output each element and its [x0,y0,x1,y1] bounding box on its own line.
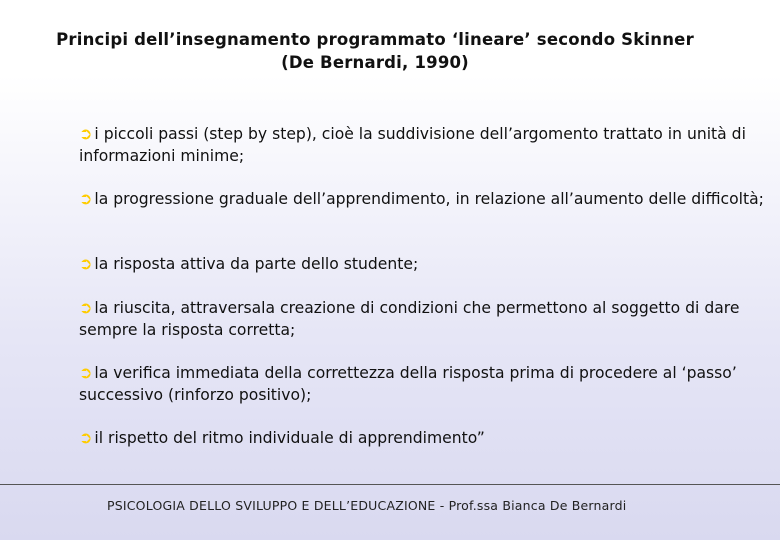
bullet-text: la progressione graduale dell’apprendimento, in relazione all’aumento delle difficoltà; [94,190,764,208]
bullet-text: il rispetto del ritmo individuale di apprendimento” [94,429,485,447]
curved-arrow-icon: ➲ [79,254,93,273]
bullet-text: la risposta attiva da parte dello studente; [94,255,419,273]
bullet-item [79,253,769,275]
bullet-text: la verifica immediata della correttezza della risposta prima di procedere al ‘passo’ successivo (rinforzo positivo); [79,364,737,404]
curved-arrow-icon: ➲ [79,363,93,382]
bullet-item [79,297,769,341]
bullet-text: i piccoli passi (step by step), cioè la suddivisione dell’argomento trattato in unità di informazioni minime; [79,125,746,165]
slide-footer: PSICOLOGIA DELLO SVILUPPO E DELL’EDUCAZIONE - Prof.ssa Bianca De Bernardi [107,498,627,513]
bullet-item [79,427,769,449]
bullet-text: la riuscita, attraversala creazione di condizioni che permettono al soggetto di dare sempre la risposta corretta; [79,299,740,339]
bullet-item [79,188,769,210]
slide-title-line-2: (De Bernardi, 1990) [281,53,469,72]
curved-arrow-icon: ➲ [79,428,93,447]
slide-title [0,28,750,74]
footer-divider [0,484,780,485]
slide-title-line-1: Principi dell’insegnamento programmato ‘lineare’ secondo Skinner [56,30,694,49]
bullet-item [79,362,769,406]
curved-arrow-icon: ➲ [79,189,93,208]
bullet-item [79,123,769,167]
curved-arrow-icon: ➲ [79,124,93,143]
curved-arrow-icon: ➲ [79,298,93,317]
